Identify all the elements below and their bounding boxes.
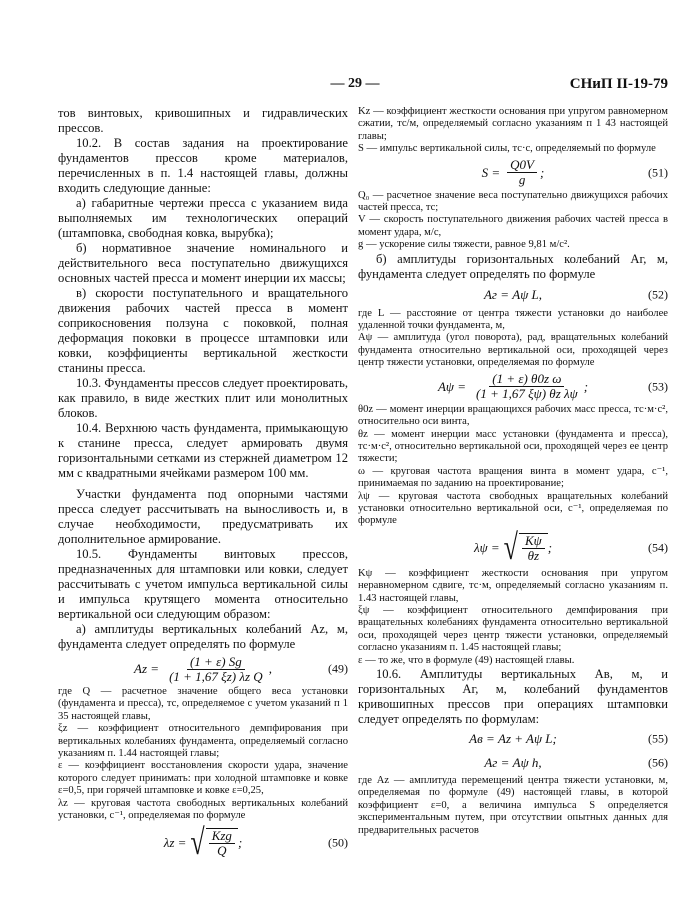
formula-56: Aг = Aψ h, (56) (484, 755, 668, 770)
left-column (58, 106, 348, 864)
definition: где Az — амплитуда перемещений центра тяжести установки, м, определяемая по формуле (49) настоящей главы, в которой коэффициент ε=0, а величина импульса S определяется экспериментальным путем, при отсутствии опытных данных для предварительных расчетов (358, 775, 668, 836)
paragraph-10-2: 10.2. В состав задания на проектирование фундаментов прессов кроме материалов, перечисленных в п. 1.4 настоящей главы, должны входить следующие данные: (58, 136, 348, 195)
definition: V — скорость поступательного движения рабочих частей пресса в момент удара, м/с, (358, 214, 668, 238)
formula-number: (53) (648, 379, 668, 394)
formula-number: (49) (328, 661, 348, 676)
list-item-c: в) скорости поступательного и вращательного движения рабочих частей пресса в момент соприкосновения ползуна с поковкой, полная деформация поковки в процессе штамповки или ковки, коэффициенты вертикальной жесткости станины пресса. (58, 286, 348, 375)
page-number: — 29 — (330, 76, 380, 91)
definition: S — импульс вертикальной силы, тс·с, определяемый по формуле (358, 143, 656, 155)
formula-55: Aв = Az + Aψ L; (55) (469, 731, 668, 746)
definition: где Q — расчетное значение общего веса установки (фундамента и пресса), тс, определяемое с учетом указаний п 1 35 настоящей главы, (58, 686, 348, 722)
definition: ε — коэффициент восстановления скорости удара, значение которого следует принимать: при холодной штамповке и ковке ε=0,5, при горячей штамповке и ковке ε=0,25, (58, 760, 348, 797)
definition: λψ — круговая частота свободных вращательных колебаний установки относительно вертикальной оси, с⁻¹, определяемая по формуле (358, 490, 668, 527)
formula-number: (51) (648, 165, 668, 180)
formula-number: (52) (648, 287, 668, 302)
formula-number: (55) (648, 731, 668, 746)
definition: θz — момент инерции масс установки (фундамента и пресса), тс·м·с², относительно вертикальной оси, проходящей через ее центр тяжести; (358, 428, 668, 465)
definition: ξz — коэффициент относительного демпфирования при вертикальных колебаниях фундамента, определяемый согласно указаниям п. 1.44 настоящей главы; (58, 723, 348, 760)
definition: Q₀ — расчетное значение веса поступательно движущихся рабочих частей пресса, тс; (358, 189, 668, 214)
list-item-a: а) габаритные чертежи пресса с указанием вида выполняемых им технологических операций (штамповка, свободная ковка, вырубка); (58, 196, 348, 240)
paragraph: а) амплитуды вертикальных колебаний Az, м, фундамента следует определять по формуле (58, 622, 348, 651)
list-item-b: б) амплитуды горизонтальных колебаний Aг, м, фундамента следует определять по формуле (358, 251, 668, 281)
document-code: СНиП II-19-79 (569, 76, 668, 92)
definition: θ0z — момент инерции вращающихся рабочих масс пресса, тс·м·с², относительно оси винта, (358, 403, 668, 428)
formula-51: S = $\frac{Q0V}{g}$ ; (51) (481, 157, 668, 188)
definition: Aψ — амплитуда (угол поворота), рад, вращательных колебаний фундамента относительно вертикальной оси, проходящей через центр тяжести установки, определяемая по формуле (358, 332, 668, 369)
paragraph-10-5: 10.5. Фундаменты винтовых прессов, предназначенных для штамповки или ковки, следует рассчитывать с учетом импульса вертикальной силы и импульса крутящего момента относительно вертикальной оси следующим образом: (58, 547, 348, 621)
paragraph: тов винтовых, кривошипных и гидравлических прессов. (58, 106, 348, 135)
formula-53: Aψ = $\frac{\text{(1 + ε) θ0z ω}}{\text{(1 + 1,67 ξψ) θz λψ}}$ ; (53) (437, 371, 668, 402)
formula-49: Az = $\frac{(1 + \varepsilon) Sg}{\text{(1 + 1,67 ξz) λz Q}}$ , (49) (134, 653, 348, 684)
definition: где L — расстояние от центра тяжести установки до наиболее удаленной точки фундамента, м, (358, 307, 668, 332)
paragraph: Участки фундамента под опорными частями пресса следует рассчитывать на выносливость и, в случае необходимости, предусматривать их дополнительное армирование. (58, 487, 348, 546)
definition: g — ускорение силы тяжести, равное 9,81 м/с². (358, 239, 570, 251)
definition: ω — круговая частота вращения винта в момент удара, с⁻¹, принимаемая по заданию на проектирование; (358, 465, 668, 490)
definition: λz — круговая частота свободных вертикальных колебаний установки, с⁻¹, определяемая по формуле (58, 797, 348, 822)
formula-50: λz = √ $\frac{\text{Kzg}}{Q}$ ; (50) (163, 822, 348, 864)
paragraph-10-4: 10.4. Верхнюю часть фундамента, примыкающую к станине пресса, следует армировать двумя горизонтальными сетками из стержней диаметром 12 мм с квадратными ячейками размером 100 мм. (58, 421, 348, 480)
definition: Kψ — коэффициент жесткости основания при упругом неравномерном сдвиге, тс·м, определяемый согласно указаниям п. 1.43 настоящей главы, (358, 567, 668, 604)
definition: ξψ — коэффициент относительного демпфирования при вращательных колебаниях фундамента относительно вертикальной оси, проходящей через центр тяжести установки, определяемый согласно указаниям п. 1.45 настоящей главы; (358, 604, 668, 654)
definition: ε — то же, что в формуле (49) настоящей главы. (358, 654, 575, 666)
formula-52: Aг = Aψ L, (52) (483, 286, 668, 302)
paragraph-10-6: 10.6. Амплитуды вертикальных Aв, м, и горизонтальных Aг, м, колебаний фундаментов кривошипных прессов при операциях штамповки следует определять по формулам: (358, 667, 668, 726)
formula-number: (50) (328, 835, 348, 850)
formula-54: λψ = √ $\frac{K\psi}{\theta z}$ ; (54) (473, 526, 668, 568)
formula-number: (54) (648, 540, 668, 555)
list-item-b: б) нормативное значение номинального и действительного веса поступательно движущихся основных частей пресса и момент инерции их массы; (58, 241, 348, 285)
right-column (358, 106, 668, 837)
definition: Kz — коэффициент жесткости основания при упругом равномерном сжатии, тс/м, определяемый согласно указаниям п 1 43 настоящей главы; (358, 106, 668, 142)
formula-number: (56) (648, 755, 668, 770)
paragraph-10-3: 10.3. Фундаменты прессов следует проектировать, как правило, в виде жестких плит или монолитных блоков. (58, 376, 348, 420)
